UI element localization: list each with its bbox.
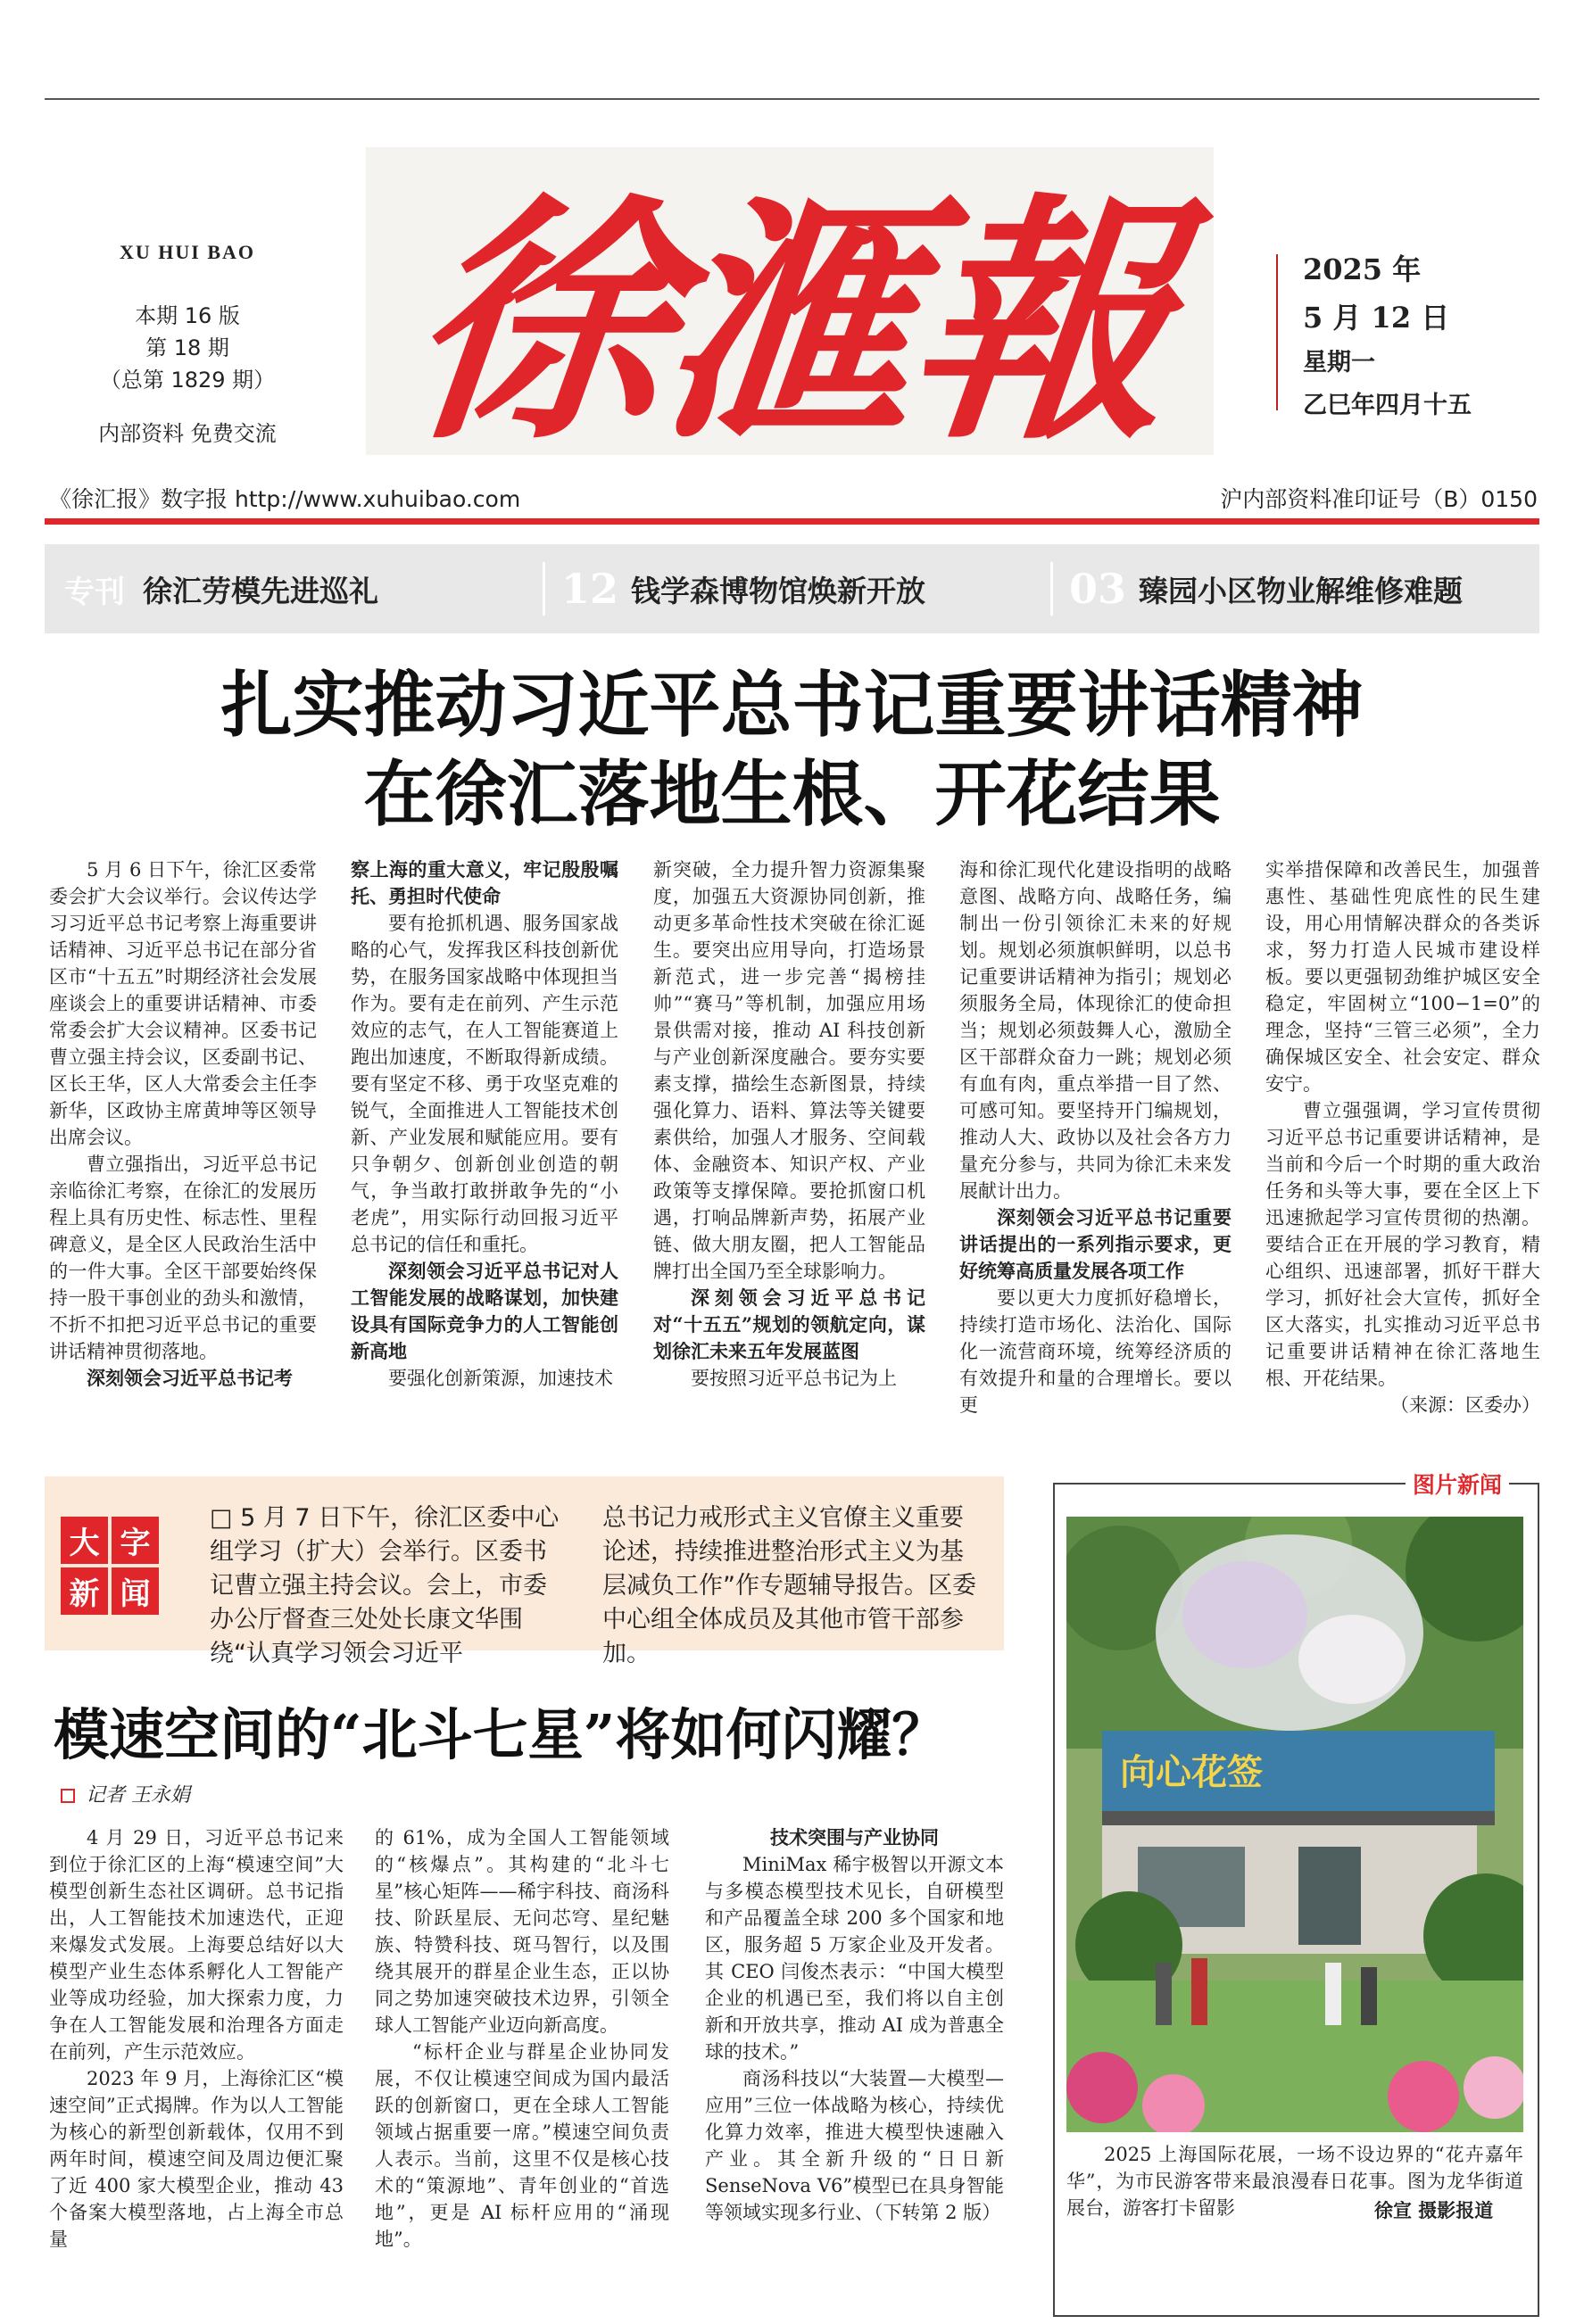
lead-paragraph: 要按照习近平总书记为上 <box>691 1368 897 1389</box>
second-paragraph: 的 61%，成为全国人工智能领域的“核爆点”。其构建的“北斗七星”核心矩阵——稀宇科技、商汤科技、阶跃星辰、无问芯穹、星纪魅族、特赞科技、斑马智行，以及围绕其展开的群星企业生态，正以协同之势加速突破技术边界，引领全球人工智能产业迈向新高度。 <box>375 1827 669 2036</box>
top-rule <box>45 98 1539 100</box>
big-news-text-2: 总书记力戒形式主义官僚主义重要论述，持续推进整治形式主义为基层减负工作”作专题辅导报告。区委中心组全体成员及其他市管干部参加。 <box>602 1504 976 1667</box>
second-subhead: 技术突围与产业协同 <box>770 1826 939 1848</box>
photo-flowers <box>1464 2056 1523 2119</box>
second-column-2 <box>375 1824 669 2306</box>
masthead-date <box>1303 245 1544 427</box>
second-headline: 模速空间的“北斗七星”将如何闪耀？ <box>54 1702 948 1767</box>
teaser-title-2: 钱学森博物馆焕新开放 <box>631 573 926 608</box>
lead-column-5 <box>1265 856 1540 1436</box>
masthead-note: 内部资料 免费交流 <box>98 421 277 446</box>
teaser-item-1[interactable] <box>45 544 527 633</box>
big-news-text-1: □ 5 月 7 日下午，徐汇区委中心组学习（扩大）会举行。区委书记曹立强主持会议。会上，市委办公厅督查三处处长康文华围绕“认真学习领会习近平 <box>210 1504 560 1667</box>
lead-column-1 <box>49 856 317 1436</box>
teaser-item-2[interactable] <box>561 544 1034 633</box>
lead-paragraph: 要强化创新策源，加速技术 <box>388 1368 613 1389</box>
date-lunar: 乙巳年四月十五 <box>1303 392 1472 419</box>
date-year: 2025 年 <box>1303 252 1422 286</box>
photo-visitor <box>1156 1963 1172 2025</box>
lead-headline <box>45 660 1539 839</box>
teaser-title-3: 臻园小区物业解维修难题 <box>1139 573 1464 608</box>
masthead-pinyin: XU HUI BAO <box>119 241 255 263</box>
byline-box-icon <box>61 1789 75 1803</box>
second-paragraph: 2023 年 9 月，上海徐汇区“模速空间”正式揭牌。作为以人工智能为核心的新型创新载体，仅用不到两年时间，模速空间及周边便汇聚了近 400 家大模型企业，推动 43 个备案大模型落地，占上海全市总量 <box>49 2068 344 2250</box>
date-day: 5 月 12 日 <box>1303 301 1450 335</box>
lead-paragraph: 曹立强指出，习近平总书记亲临徐汇考察，在徐汇的发展历程上具有历史性、标志性、里程碑意义，是全区人民政治生活中的一件大事。全区干部要始终保持一股干事创业的劲头和激情，不折不扣把习近平总书记的重要讲话精神贯彻落地。 <box>49 1154 317 1362</box>
photo-roof <box>1102 1811 1495 1825</box>
lead-column-4 <box>959 856 1232 1436</box>
teaser-separator <box>543 562 545 616</box>
logo-char-1: 徐 <box>396 171 679 475</box>
teaser-title-1: 徐汇劳模先进巡礼 <box>143 573 378 608</box>
badge-char: 新 <box>61 1567 108 1615</box>
second-paragraph: 4 月 29 日，习近平总书记来到位于徐汇区的上海“模速空间”大模型创新生态社区调研。总书记指出，人工智能技术加速迭代，正迎来爆发式发展。上海要总结好以大模型产业生态体系孵化人工智能产业等成功经验，加大探索力度，力争在人工智能发展和治理各方面走在前列，产生示范效应。 <box>49 1827 344 2063</box>
photo-visitor <box>1361 1967 1377 2025</box>
lead-subhead: 深刻领会习近平总书记对“十五五”规划的领航定向，谋划徐汇未来五年发展蓝图 <box>653 1286 925 1362</box>
masthead-total: （总第 1829 期） <box>99 368 276 393</box>
teaser-tag: 专刊 <box>64 574 125 610</box>
photo-news-label: 图片新闻 <box>1406 1468 1509 1500</box>
photo-credit: 徐宣 摄影报道 <box>1374 2196 1493 2223</box>
photo-visitor <box>1191 1958 1207 2025</box>
photo-news-image[interactable] <box>1066 1517 1523 2132</box>
lead-paragraph: 要以更大力度抓好稳增长，持续打造市场化、法治化、国际化一流营商环境，统筹经济质的有效提升和量的合理增长。要以更 <box>959 1287 1232 1416</box>
teaser-page-03: 03 <box>1069 565 1127 613</box>
photo-flowers <box>1388 2061 1459 2132</box>
second-paragraph: “标杆企业与群星企业协同发展，不仅让模速空间成为国内最活跃的创新窗口，更在全球人工智能领域占据重要一席。”模速空间负责人表示。当前，这里不仅是核心技术的“策源地”、青年创业的“首选地”，更是 AI 标杆应用的“涌现地”。 <box>375 2041 669 2250</box>
masthead-red-bar <box>45 518 1539 525</box>
lead-subhead: 深刻领会习近平总书记重要讲话提出的一系列指示要求，更好统筹高质量发展各项工作 <box>959 1206 1232 1282</box>
masthead-date-rule <box>1276 254 1278 410</box>
photo-flowers <box>1066 2052 1138 2123</box>
photo-sign-text: 向心花签 <box>1120 1752 1263 1793</box>
logo-char-2: 滙 <box>646 171 929 475</box>
lead-paragraph: 要有抢抓机遇、服务国家战略的心气，发挥我区科技创新优势，在服务国家战略中体现担当作为。要有走在前列、产生示范效应的志气，在人工智能赛道上跑出加速度，不断取得新成绩。要有坚定不移、勇于攻坚克难的锐气，全面推进人工智能技术创新、产业发展和赋能应用。要有只争朝夕、创新创业创造的朝气，争当敢打敢拼敢争先的“小老虎”，用实际行动回报习近平总书记的信任和重托。 <box>351 913 618 1255</box>
lead-column-2 <box>351 856 618 1436</box>
digital-edition-link[interactable]: 《徐汇报》数字报 http://www.xuhuibao.com <box>49 486 521 512</box>
masthead-left <box>54 241 321 447</box>
lead-column-3 <box>653 856 925 1436</box>
second-column-1 <box>49 1824 344 2306</box>
masthead-logo <box>350 147 1230 475</box>
second-column-3 <box>705 1824 1004 2306</box>
lead-headline-line-2: 在徐汇落地生根、开花结果 <box>363 752 1221 836</box>
lead-subhead: 深刻领会习近平总书记对人工智能发展的战略谋划，加快建设具有国际竞争力的人工智能创新高地 <box>351 1260 618 1362</box>
lead-headline-line-1: 扎实推动习近平总书记重要讲话精神 <box>220 663 1364 747</box>
second-paragraph: MiniMax 稀宇极智以开源文本与多模态模型技术见长，自研模型和产品覆盖全球 200 多个国家和地区，服务超 5 万家企业及开发者。其 CEO 闫俊杰表示：“中国大模型企业的机遇已至，我们将以自主创新和开放共享，推动 AI 成为普惠全球的技术。” <box>705 1854 1004 2063</box>
date-weekday: 星期一 <box>1303 349 1375 376</box>
lead-paragraph: 实举措保障和改善民生，加强普惠性、基础性兜底性的民生建设，用心用情解决群众的各类诉求，努力打造人民城市建设样板。要以更强韧劲维护城区安全稳定，牢固树立“100−1=0”的理念，坚持“三管三必须”，全力确保城区安全、社会安定、群众安宁。 <box>1265 859 1540 1095</box>
teaser-bar <box>45 544 1539 633</box>
lead-paragraph: 新突破，全力提升智力资源集聚度，加强五大资源协同创新，推动更多革命性技术突破在徐汇诞生。要突出应用导向，打造场景新范式，进一步完善“揭榜挂帅”“赛马”等机制，加强应用场景供需对接，推动 AI 科技创新与产业创新深度融合。要夯实要素支撑，描绘生态新图景，持续强化算力、语料、算法等关键要素供给，加强人才服务、空间载体、金融资本、知识产权、产业政策等支撑保障。要抢抓窗口机遇，打响品牌新声势，拓展产业链、做大朋友圈，把人工智能品牌打出全国乃至全球影响力。 <box>653 859 925 1282</box>
photo-caption: 2025 上海国际花展，一场不设边界的“花卉嘉年华”，为市民游客带来最浪漫春日花事。图为龙华街道展台，游客打卡留影 <box>1066 2144 1523 2219</box>
lead-source: （来源：区委办） <box>1390 1394 1540 1416</box>
lead-paragraph: 5 月 6 日下午，徐汇区委常委会扩大会议举行。会议传达学习习近平总书记考察上海重要讲话精神、习近平总书记在部分省区市“十五五”时期经济社会发展座谈会上的重要讲话精神、市委常委会扩大会议精神。区委书记曹立强主持会议，区委副书记、区长王华，区人大常委会主任李新华，区政协主席黄坤等区领导出席会议。 <box>49 859 317 1148</box>
masthead-issue: 第 18 期 <box>145 335 229 360</box>
permit-number: 沪内部资料准印证号（B）0150 <box>1220 486 1538 512</box>
lead-subhead: 察上海的重大意义，牢记殷殷嘱托、勇担时代使命 <box>351 858 618 907</box>
teaser-separator <box>1050 562 1053 616</box>
masthead-pages: 本期 16 版 <box>135 303 240 328</box>
logo-char-3: 報 <box>896 171 1179 475</box>
big-news-badge <box>61 1517 159 1615</box>
byline-text: 记者 王永娟 <box>86 1784 190 1807</box>
photo-visitor <box>1325 1963 1341 2025</box>
teaser-item-3[interactable] <box>1069 544 1533 633</box>
badge-char: 大 <box>61 1517 108 1564</box>
lead-paragraph: 海和徐汇现代化建设指明的战略意图、战略方向、战略任务，编制出一份引领徐汇未来的好规划。规划必须旗帜鲜明，以总书记重要讲话精神为指引；规划必须服务全局，体现徐汇的使命担当；规划必须鼓舞人心，激励全区干部群众奋力一跳；规划必须有血有肉，重点举措一目了然、可感可知。要坚持开门编规划，推动人大、政协以及社会各方力量充分参与，共同为徐汇未来发展献计出力。 <box>959 859 1232 1202</box>
flower-show-photo <box>1066 1517 1523 2132</box>
badge-char: 闻 <box>112 1567 159 1615</box>
badge-char: 字 <box>112 1517 159 1564</box>
second-paragraph: 商汤科技以“大装置—大模型—应用”三位一体战略为核心，持续优化算力效率，推进大模型快速融入产业。其全新升级的“日日新 SenseNova V6”模型已在具身智能等领域实现多行业、（下转第 2 版） <box>705 2068 1004 2223</box>
lead-subhead: 深刻领会习近平总书记考 <box>87 1367 293 1389</box>
photo-floral-sculpture <box>1298 1615 1406 1704</box>
lead-paragraph: 曹立强强调，学习宣传贯彻习近平总书记重要讲话精神，是当前和今后一个时期的重大政治任务和头等大事，要在全区上下迅速掀起学习宣传贯彻的热潮。要结合正在开展的学习教育，精心组织、迅速部署，抓好干群大学习，抓好社会大宣传，抓好全区大落实，扎实推动习近平总书记重要讲话精神在徐汇落地生根、开花结果。 <box>1265 1100 1540 1389</box>
photo-floral-sculpture <box>1182 1561 1307 1668</box>
byline <box>61 1780 190 1807</box>
photo-door <box>1298 1847 1361 1945</box>
teaser-page-12: 12 <box>561 565 619 613</box>
